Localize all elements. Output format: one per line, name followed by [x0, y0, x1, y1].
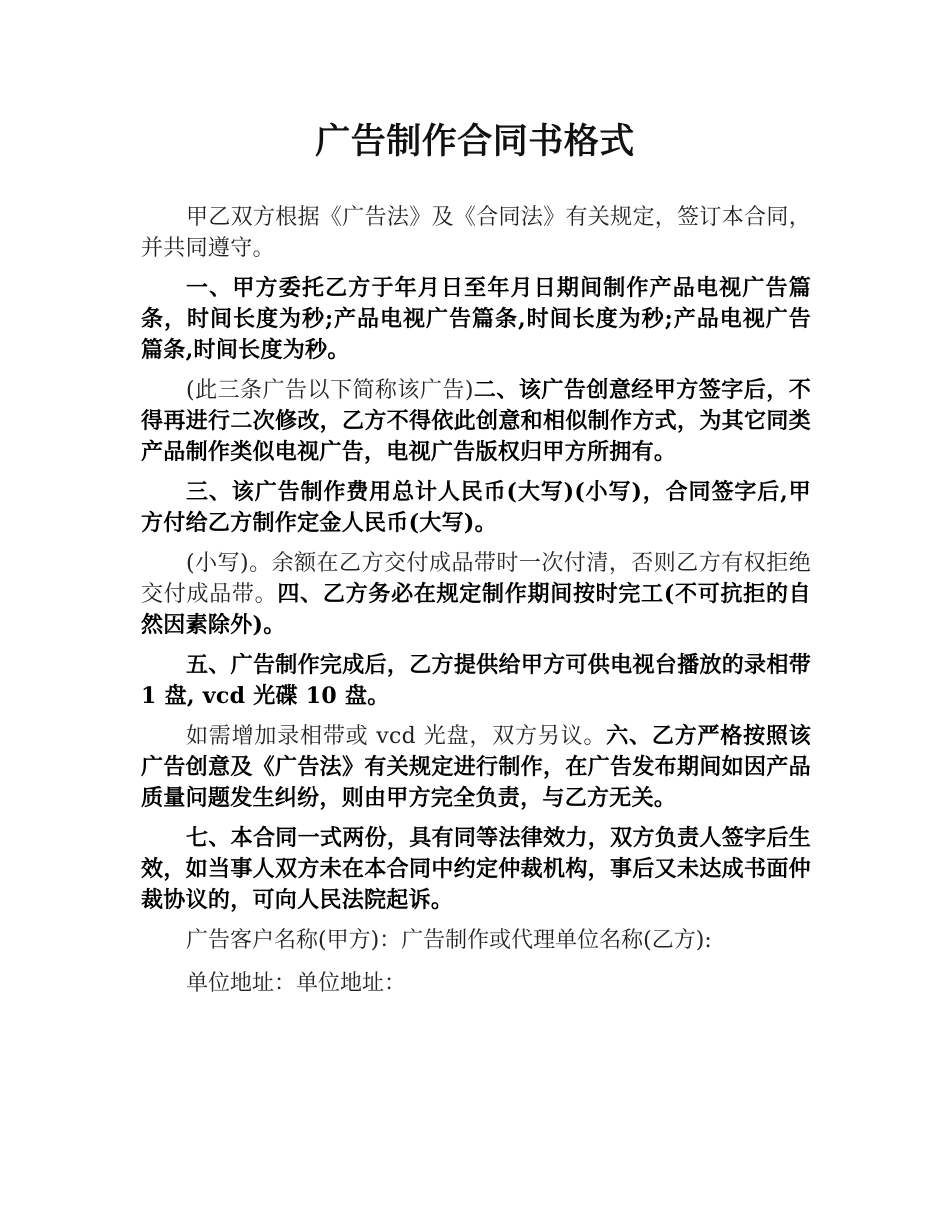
clause-1: 一、甲方委托乙方于年月日至年月日期间制作产品电视广告篇条，时间长度为秒;产品电视广告篇条,时间长度为秒;产品电视广告篇条,时间长度为秒。 [141, 275, 811, 363]
clause-3-continuation: (小写)。余额在乙方交付成品带时一次付清，否则乙方有权拒绝交付成品带。 [141, 551, 811, 607]
clause-4: 四、乙方务必在规定制作期间按时完工(不可抗拒的自然因素除外)。 [141, 581, 811, 638]
clause-7: 七、本合同一式两份，具有同等法律效力，双方负责人签字后生效，如当事人双方未在本合同中约定仲裁机构，事后又未达成书面仲裁协议的，可向人民法院起诉。 [141, 825, 811, 913]
clause-3: 三、该广告制作费用总计人民币(大写)(小写)，合同签字后,甲方付给乙方制作定金人民币(大写)。 [141, 479, 811, 536]
clause-2-paragraph [141, 375, 811, 468]
clause-5-continuation: 如需增加录相带或 vcd 光盘，双方另议。 [186, 724, 607, 749]
document-title: 广告制作合同书格式 [315, 122, 635, 162]
clause-6: 六、乙方严格按照该广告创意及《广告法》有关规定进行制作，在广告发布期间如因产品质量问题发生纠纷，则由甲方完全负责，与乙方无关。 [141, 723, 812, 811]
document-body [141, 202, 811, 1011]
clause-5: 五、广告制作完成后，乙方提供给甲方可供电视台播放的录相带 1 盘, vcd 光碟 10 盘。 [141, 652, 811, 709]
clause-5-6-paragraph [141, 721, 811, 814]
clause-3-4-paragraph [141, 548, 811, 641]
clause-2: 二、该广告创意经甲方签字后，不得再进行二次修改，乙方不得依此创意和相似制作方式，为其它同类产品制作类似电视广告，电视广告版权归甲方所拥有。 [141, 377, 811, 465]
clause-2-prefix: (此三条广告以下简称该广告) [186, 378, 474, 403]
signature-names-line: 广告客户名称(甲方)：广告制作或代理单位名称(乙方): [186, 928, 712, 953]
intro-paragraph: 甲乙双方根据《广告法》及《合同法》有关规定，签订本合同，并共同遵守。 [141, 205, 811, 261]
signature-addresses-line: 单位地址：单位地址： [186, 971, 407, 996]
